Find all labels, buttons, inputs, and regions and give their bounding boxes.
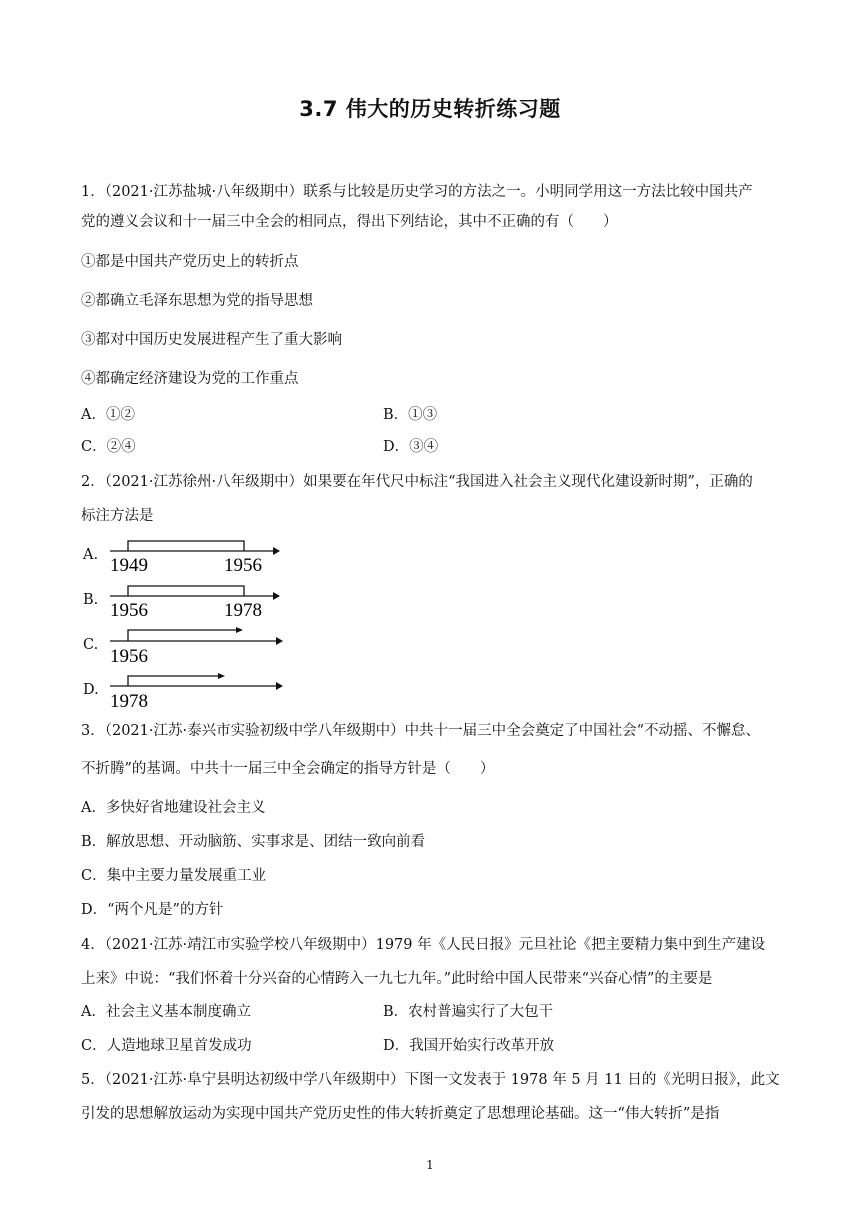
q2-option-a-letter[interactable]: A.	[83, 547, 99, 563]
q2-b-start-year: 1956	[110, 600, 148, 621]
q1-option-d[interactable]: D．③④	[383, 439, 439, 455]
q2-option-b-letter[interactable]: B.	[83, 592, 99, 608]
q2-a-start-year: 1949	[110, 555, 148, 576]
q2-d-start-year: 1978	[110, 691, 148, 712]
q1-option-b[interactable]: B．①③	[383, 407, 438, 423]
page-title: 3.7 伟大的历史转折练习题	[299, 97, 561, 121]
q4-stem-line2: 上来》中说：“我们怀着十分兴奋的心情跨入一九七九年。”此时给中国人民带来“兴奋心情”的主要是	[81, 971, 713, 987]
q4-option-d[interactable]: D．我国开始实行改革开放	[383, 1038, 555, 1054]
q2-option-d-timeline[interactable]	[108, 671, 288, 713]
q1-option-c[interactable]: C．②④	[81, 439, 136, 455]
page-number: 1	[426, 1158, 434, 1172]
q3-option-c[interactable]: C．集中主要力量发展重工业	[81, 868, 267, 884]
q1-item-2: ②都确立毛泽东思想为党的指导思想	[81, 293, 313, 309]
q1-stem-line1: 1．（2021·江苏盐城·八年级期中）联系与比较是历史学习的方法之一。小明同学用这一方法比较中国共产	[81, 184, 753, 200]
q2-stem-line1: 2．（2021·江苏徐州·八年级期中）如果要在年代尺中标注“我国进入社会主义现代化建设新时期”，正确的	[81, 474, 753, 490]
q3-stem-line1: 3．（2021·江苏·泰兴市实验初级中学八年级期中）中共十一届三中全会奠定了中国社会“不动摇、不懈怠、	[81, 723, 761, 739]
q5-stem-line1: 5．（2021·江苏·阜宁县明达初级中学八年级期中）下图一文发表于 1978 年 5 月 11 日的《光明日报》，此文	[81, 1072, 780, 1088]
q2-a-end-year: 1956	[224, 555, 262, 576]
q3-option-d[interactable]: D．“两个凡是”的方针	[81, 902, 224, 918]
q1-item-1: ①都是中国共产党历史上的转折点	[81, 254, 299, 270]
q2-b-end-year: 1978	[224, 600, 262, 621]
q4-option-b[interactable]: B．农村普遍实行了大包干	[383, 1004, 554, 1020]
q5-stem-line2: 引发的思想解放运动为实现中国共产党历史性的伟大转折奠定了思想理论基础。这一“伟大转折”是指	[81, 1106, 720, 1122]
q2-option-c-timeline[interactable]	[108, 627, 288, 667]
q4-option-a[interactable]: A．社会主义基本制度确立	[81, 1004, 251, 1020]
q2-option-d-letter[interactable]: D.	[83, 682, 99, 698]
q3-stem-line2: 不折腾”的基调。中共十一届三中全会确定的指导方针是（ ）	[81, 761, 495, 777]
q4-option-c[interactable]: C．人造地球卫星首发成功	[81, 1038, 252, 1054]
q1-item-3: ③都对中国历史发展进程产生了重大影响	[81, 332, 342, 348]
q2-stem-line2: 标注方法是	[81, 508, 154, 524]
q1-item-4: ④都确定经济建设为党的工作重点	[81, 371, 299, 387]
q2-option-c-letter[interactable]: C.	[83, 637, 99, 653]
q2-option-a-timeline[interactable]	[108, 538, 283, 578]
q2-option-b-timeline[interactable]	[108, 583, 283, 623]
q4-stem-line1: 4．（2021·江苏·靖江市实验学校八年级期中）1979 年《人民日报》元旦社论《把主要精力集中到生产建设	[81, 937, 766, 953]
q3-option-b[interactable]: B．解放思想、开动脑筋、实事求是、团结一致向前看	[81, 834, 426, 850]
q3-option-a[interactable]: A．多快好省地建设社会主义	[81, 800, 266, 816]
q1-stem-line2: 党的遵义会议和十一届三中全会的相同点，得出下列结论，其中不正确的有（ ）	[81, 214, 618, 230]
q1-option-a[interactable]: A．①②	[81, 407, 135, 423]
q2-c-start-year: 1956	[110, 646, 148, 667]
